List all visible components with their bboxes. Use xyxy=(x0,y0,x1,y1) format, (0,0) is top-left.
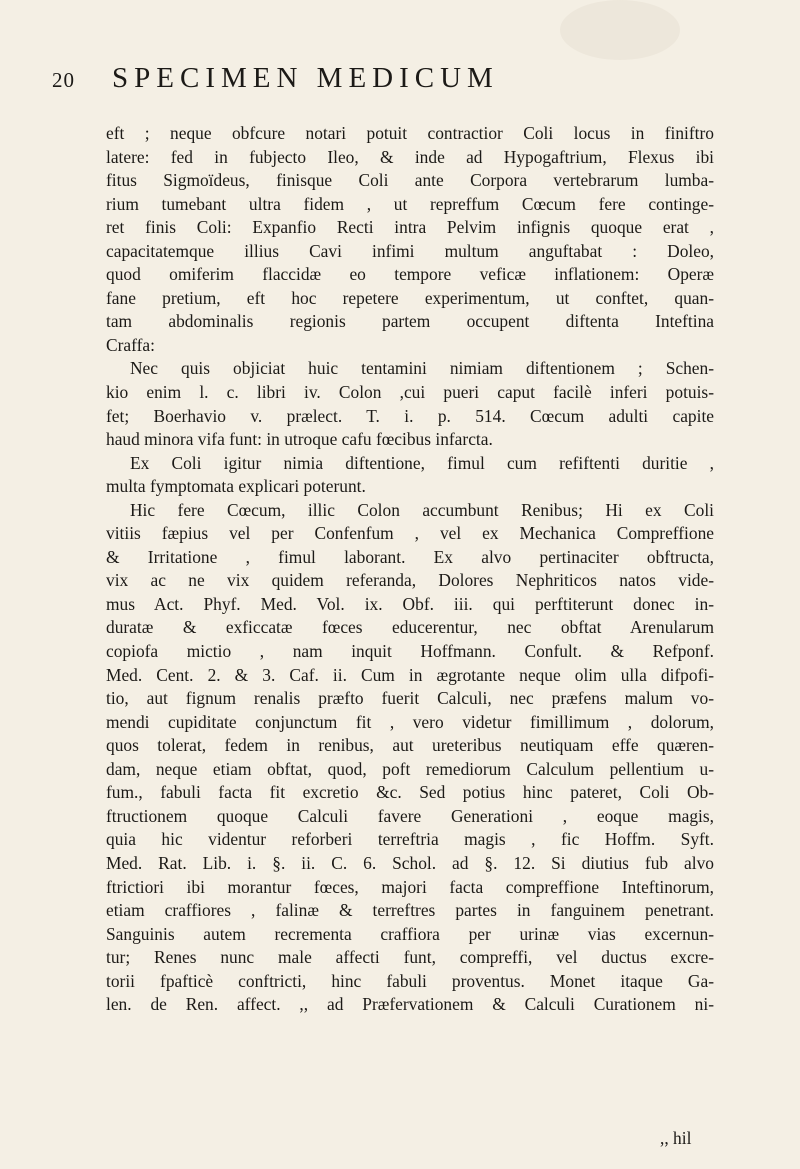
text-line: quos tolerat, fedem in renibus, aut ureteribus neutiquam effe quæren- xyxy=(106,735,714,756)
text-line: ftructionem quoque Calculi favere Generationi , eoque magis, xyxy=(106,805,714,826)
text-line: dam, neque etiam obftat, quod, poft remediorum Calculum pellentium u- xyxy=(106,758,714,779)
text-line: tur; Renes nunc male affecti funt, compreffi, vel ductus excre- xyxy=(106,947,714,968)
text-line: len. de Ren. affect. ,, ad Præfervationem & Calculi Curationem ni- xyxy=(106,994,714,1015)
catchword: ,, hil xyxy=(660,1128,692,1148)
paragraph-start: Hic fere Cœcum, illic Colon accumbunt Renibus; Hi ex Coli xyxy=(130,499,714,520)
paragraph-start: Nec quis objiciat huic tentamini nimiam diftentionem ; Schen- xyxy=(130,358,714,379)
text-line: ret finis Coli: Expanfio Recti intra Pelvim infignis quoque erat , xyxy=(106,217,714,238)
page-header xyxy=(52,62,752,102)
text-line: capacitatemque illius Cavi infimi multum anguftabat : Doleo, xyxy=(106,240,714,261)
body-text xyxy=(106,122,714,1017)
text-line: mus Act. Phyf. Med. Vol. ix. Obf. iii. qui perftiterunt donec in- xyxy=(106,593,714,614)
running-title: SPECIMEN MEDICUM xyxy=(112,62,499,94)
text-line: mendi cupiditate conjunctum fit , vero videtur fimillimum , dolorum, xyxy=(106,711,714,732)
text-line: copiofa mictio , nam inquit Hoffmann. Confult. & Refponf. xyxy=(106,641,714,662)
text-line: kio enim l. c. libri iv. Colon ,cui pueri caput facilè inferi potuis- xyxy=(106,382,714,403)
text-line: quod omiferim flaccidæ eo tempore veficæ inflationem: Operæ xyxy=(106,264,714,285)
text-line: Med. Rat. Lib. i. §. ii. C. 6. Schol. ad §. 12. Si diutius fub alvo xyxy=(106,852,714,873)
text-line: Sanguinis autem recrementa craffiora per urinæ vias excernun- xyxy=(106,923,714,944)
text-line: Med. Cent. 2. & 3. Caf. ii. Cum in ægrotante neque olim ulla difpofi- xyxy=(106,664,714,685)
text-line: & Irritatione , fimul laborant. Ex alvo pertinaciter obftructa, xyxy=(106,546,714,567)
page-number: 20 xyxy=(52,68,75,92)
text-line: vitiis fæpius vel per Confenfum , vel ex Mechanica Compreffione xyxy=(106,523,714,544)
text-line: Craffa: xyxy=(106,334,155,355)
text-line: etiam craffiores , falinæ & terreftres partes in fanguinem penetrant. xyxy=(106,900,714,921)
text-line: fitus Sigmoïdeus, finisque Coli ante Corpora vertebrarum lumba- xyxy=(106,170,714,191)
text-line: quia hic videntur reforberi terreftria magis , fic Hoffm. Syft. xyxy=(106,829,714,850)
text-line: torii fpafticè conftricti, hinc fabuli proventus. Monet itaque Ga- xyxy=(106,970,714,991)
paragraph-start: Ex Coli igitur nimia diftentione, fimul cum refiftenti duritie , xyxy=(130,452,714,473)
text-line: multa fymptomata explicari poterunt. xyxy=(106,476,366,497)
text-line: tio, aut fignum renalis præfto fuerit Calculi, nec præfens malum vo- xyxy=(106,688,714,709)
text-line: latere: fed in fubjecto Ileo, & inde ad Hypogaftrium, Flexus ibi xyxy=(106,146,714,167)
text-line: fane pretium, eft hoc repetere experimentum, ut conftet, quan- xyxy=(106,287,714,308)
text-line: eft ; neque obfcure notari potuit contractior Coli locus in finiftro xyxy=(106,123,714,143)
text-line: fet; Boerhavio v. prælect. T. i. p. 514. Cœcum adulti capite xyxy=(106,405,714,426)
text-line: tam abdominalis regionis partem occupent diftenta Inteftina xyxy=(106,311,714,332)
text-line: rium tumebant ultra fidem , ut repreffum Cœcum fere continge- xyxy=(106,193,714,214)
text-line: ftrictiori ibi morantur fœces, majori facta compreffione Inteftinorum, xyxy=(106,876,714,897)
text-line: fum., fabuli facta fit excretio &c. Sed potius hinc pateret, Coli Ob- xyxy=(106,782,714,803)
text-line: duratæ & exficcatæ fœces educerentur, nec obftat Arenularum xyxy=(106,617,714,638)
text-line: vix ac ne vix quidem referanda, Dolores Nephriticos natos vide- xyxy=(106,570,714,591)
paper-stain xyxy=(560,0,680,60)
text-line: haud minora vifa funt: in utroque cafu fœcibus infarcta. xyxy=(106,429,493,450)
